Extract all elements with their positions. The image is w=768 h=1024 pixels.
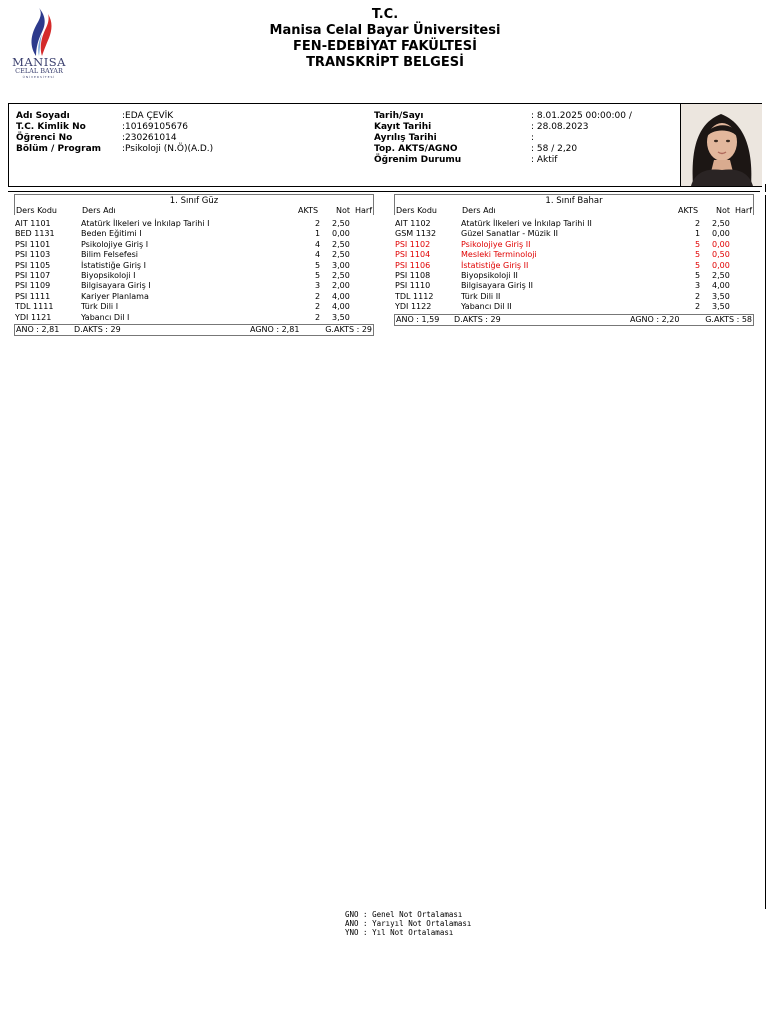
value-registration: : 28.08.2023 xyxy=(531,122,589,132)
course-row xyxy=(394,240,754,250)
course-code: PSI 1111 xyxy=(15,291,51,301)
value-student-no: :230261014 xyxy=(122,133,177,143)
summary-ano: ANO : 2,81 xyxy=(16,324,60,334)
course-row xyxy=(14,219,374,229)
legend-yno: YNO : Yıl Not Ortalaması xyxy=(345,928,454,937)
course-grade: 0,50 xyxy=(712,250,730,260)
course-code: GSM 1132 xyxy=(395,229,437,239)
course-name: Bilgisayara Giriş I xyxy=(81,281,151,291)
course-akts: 2 xyxy=(695,302,701,312)
course-grade: 3,50 xyxy=(712,291,730,301)
semester-title: 1. Sınıf Bahar xyxy=(545,196,603,206)
portrait-icon xyxy=(681,104,762,186)
student-photo xyxy=(680,104,762,186)
course-akts: 2 xyxy=(695,219,701,228)
course-grade: 0,00 xyxy=(712,239,730,249)
divider-mark xyxy=(765,184,766,192)
course-code: PSI 1109 xyxy=(15,281,51,291)
course-code: PSI 1105 xyxy=(15,260,51,270)
course-code: PSI 1107 xyxy=(15,270,51,280)
course-code: PSI 1101 xyxy=(15,239,51,249)
course-name: Psikolojiye Giriş II xyxy=(461,239,531,249)
course-grade: 2,50 xyxy=(332,219,350,228)
course-row xyxy=(14,250,374,260)
course-akts: 2 xyxy=(315,312,321,322)
summary-ano: ANO : 1,59 xyxy=(396,314,440,324)
course-code: YDI 1122 xyxy=(395,302,432,312)
course-code: PSI 1110 xyxy=(395,281,431,291)
label-akts: Top. AKTS/AGNO xyxy=(374,144,458,154)
course-grade: 2,50 xyxy=(712,270,730,280)
course-name: Güzel Sanatlar - Müzik II xyxy=(461,229,558,239)
semester-header xyxy=(394,194,754,215)
course-grade: 0,00 xyxy=(712,260,730,270)
course-grade: 3,00 xyxy=(332,260,350,270)
page-edge-line xyxy=(765,195,766,909)
course-row xyxy=(394,281,754,291)
course-grade: 0,00 xyxy=(332,229,350,239)
course-akts: 5 xyxy=(315,260,321,270)
course-grade: 2,50 xyxy=(332,270,350,280)
course-grade: 3,50 xyxy=(712,302,730,312)
course-akts: 4 xyxy=(315,250,321,260)
logo-tiny-text: ÜNİVERSİTESİ xyxy=(22,75,56,79)
course-akts: 5 xyxy=(695,260,701,270)
summary-gakts: G.AKTS : 29 xyxy=(325,324,372,334)
course-akts: 1 xyxy=(315,229,321,239)
summary-agno: AGNO : 2,20 xyxy=(630,314,680,324)
course-row xyxy=(394,250,754,260)
course-row xyxy=(14,302,374,312)
semester-title: 1. Sınıf Güz xyxy=(169,196,219,206)
value-name: :EDA ÇEVİK xyxy=(122,111,174,121)
document-heading xyxy=(190,7,580,71)
value-leave: : xyxy=(531,133,535,143)
heading-line-1: T.C. xyxy=(371,7,399,22)
course-grade: 3,50 xyxy=(332,312,350,322)
course-code: YDI 1121 xyxy=(15,312,52,322)
column-headers xyxy=(15,206,373,215)
label-date: Tarih/Sayı xyxy=(374,111,424,121)
course-akts: 4 xyxy=(315,239,321,249)
flame-logo-icon xyxy=(28,8,54,58)
course-name: Bilgisayara Giriş II xyxy=(461,281,534,291)
course-row xyxy=(14,229,374,239)
course-akts: 5 xyxy=(695,239,701,249)
course-akts: 2 xyxy=(315,291,321,301)
course-code: PSI 1104 xyxy=(395,250,431,260)
course-grade: 4,00 xyxy=(332,291,350,301)
course-name: Kariyer Planlama xyxy=(81,291,149,301)
course-akts: 1 xyxy=(695,229,701,239)
col-akts-header: AKTS xyxy=(298,206,319,215)
course-akts: 5 xyxy=(315,270,321,280)
label-student-no: Öğrenci No xyxy=(16,133,73,143)
label-program: Bölüm / Program xyxy=(16,144,102,154)
value-tc: :10169105676 xyxy=(122,122,189,132)
course-name: Biyopsikoloji I xyxy=(81,270,136,280)
course-grade: 4,00 xyxy=(712,281,730,291)
col-code-header: Ders Kodu xyxy=(16,206,57,215)
semester-summary xyxy=(14,324,374,336)
faculty-name: FEN-EDEBİYAT FAKÜLTESİ xyxy=(293,39,477,54)
course-list xyxy=(394,219,754,313)
logo-name: MANISA xyxy=(12,55,66,69)
col-harf-header: Harf xyxy=(355,206,373,215)
course-row xyxy=(394,271,754,281)
course-akts: 5 xyxy=(695,250,701,260)
course-code: TDL 1112 xyxy=(395,291,434,301)
course-row xyxy=(394,302,754,312)
summary-dakts: D.AKTS : 29 xyxy=(454,314,501,324)
legend-ano: ANO : Yarıyıl Not Ortalaması xyxy=(345,919,472,928)
student-info-box xyxy=(8,103,762,187)
course-row xyxy=(394,229,754,239)
col-not-header: Not xyxy=(336,206,351,215)
summary-dakts: D.AKTS : 29 xyxy=(74,324,121,334)
course-name: Türk Dili I xyxy=(81,302,119,312)
col-harf-header: Harf xyxy=(735,206,753,215)
course-row xyxy=(14,292,374,302)
course-name: Psikolojiye Giriş I xyxy=(81,239,149,249)
course-row xyxy=(394,261,754,271)
summary-agno: AGNO : 2,81 xyxy=(250,324,300,334)
col-akts-header: AKTS xyxy=(678,206,699,215)
abbreviation-legend xyxy=(345,910,471,937)
course-name: Bilim Felsefesi xyxy=(81,250,139,260)
section-divider xyxy=(8,191,760,192)
course-row xyxy=(14,271,374,281)
course-row xyxy=(394,219,754,229)
course-code: AIT 1102 xyxy=(395,219,431,228)
course-row xyxy=(394,292,754,302)
course-row xyxy=(14,240,374,250)
course-code: PSI 1102 xyxy=(395,239,431,249)
university-logo xyxy=(6,6,72,78)
semester-summary xyxy=(394,314,754,326)
course-row xyxy=(14,281,374,291)
course-name: İstatistiğe Giriş I xyxy=(81,260,146,270)
value-akts: : 58 / 2,20 xyxy=(531,144,578,154)
semester-header xyxy=(14,194,374,215)
document-title: TRANSKRİPT BELGESİ xyxy=(306,55,464,70)
course-code: PSI 1106 xyxy=(395,260,431,270)
course-grade: 4,00 xyxy=(332,302,350,312)
course-code: PSI 1103 xyxy=(15,250,51,260)
course-name: Mesleki Terminoloji xyxy=(461,250,537,260)
course-code: TDL 1111 xyxy=(15,302,54,312)
course-name: Beden Eğitimi I xyxy=(81,229,142,239)
label-tc: T.C. Kimlik No xyxy=(16,122,86,132)
course-name: Yabancı Dil II xyxy=(461,302,512,312)
course-akts: 3 xyxy=(315,281,321,291)
label-name: Adı Soyadı xyxy=(16,111,70,121)
course-code: PSI 1108 xyxy=(395,270,431,280)
course-name: İstatistiğe Giriş II xyxy=(461,260,529,270)
course-akts: 2 xyxy=(315,302,321,312)
course-akts: 3 xyxy=(695,281,701,291)
course-name: Atatürk İlkeleri ve İnkılap Tarihi I xyxy=(81,219,210,228)
course-grade: 2,50 xyxy=(332,239,350,249)
col-name-header: Ders Adı xyxy=(82,206,116,215)
semester-fall xyxy=(14,194,374,336)
course-akts: 5 xyxy=(695,270,701,280)
course-name: Atatürk İlkeleri ve İnkılap Tarihi II xyxy=(461,219,592,228)
summary-gakts: G.AKTS : 58 xyxy=(705,314,752,324)
course-row xyxy=(14,261,374,271)
column-headers xyxy=(395,206,753,215)
col-not-header: Not xyxy=(716,206,731,215)
course-name: Biyopsikoloji II xyxy=(461,270,518,280)
value-date: : 8.01.2025 00:00:00 / xyxy=(531,111,632,121)
legend-gno: GNO : Genel Not Ortalaması xyxy=(345,910,463,919)
course-name: Türk Dili II xyxy=(461,291,501,301)
label-registration: Kayıt Tarihi xyxy=(374,122,432,132)
semester-spring xyxy=(394,194,754,326)
value-program: :Psikoloji (N.Ö)(A.D.) xyxy=(122,144,214,154)
col-name-header: Ders Adı xyxy=(462,206,496,215)
course-name: Yabancı Dil I xyxy=(81,312,130,322)
course-grade: 2,50 xyxy=(332,250,350,260)
label-leave: Ayrılış Tarihi xyxy=(374,133,437,143)
col-code-header: Ders Kodu xyxy=(396,206,437,215)
course-grade: 2,50 xyxy=(712,219,730,228)
course-akts: 2 xyxy=(695,291,701,301)
course-grade: 2,00 xyxy=(332,281,350,291)
university-name: Manisa Celal Bayar Üniversitesi xyxy=(269,23,501,38)
value-status: : Aktif xyxy=(531,155,558,165)
course-grade: 0,00 xyxy=(712,229,730,239)
course-list xyxy=(14,219,374,323)
course-akts: 2 xyxy=(315,219,321,228)
course-code: BED 1131 xyxy=(15,229,55,239)
course-row xyxy=(14,313,374,323)
label-status: Öğrenim Durumu xyxy=(374,155,462,165)
logo-subtitle: CELAL BAYAR xyxy=(15,67,63,75)
course-code: AIT 1101 xyxy=(15,219,51,228)
